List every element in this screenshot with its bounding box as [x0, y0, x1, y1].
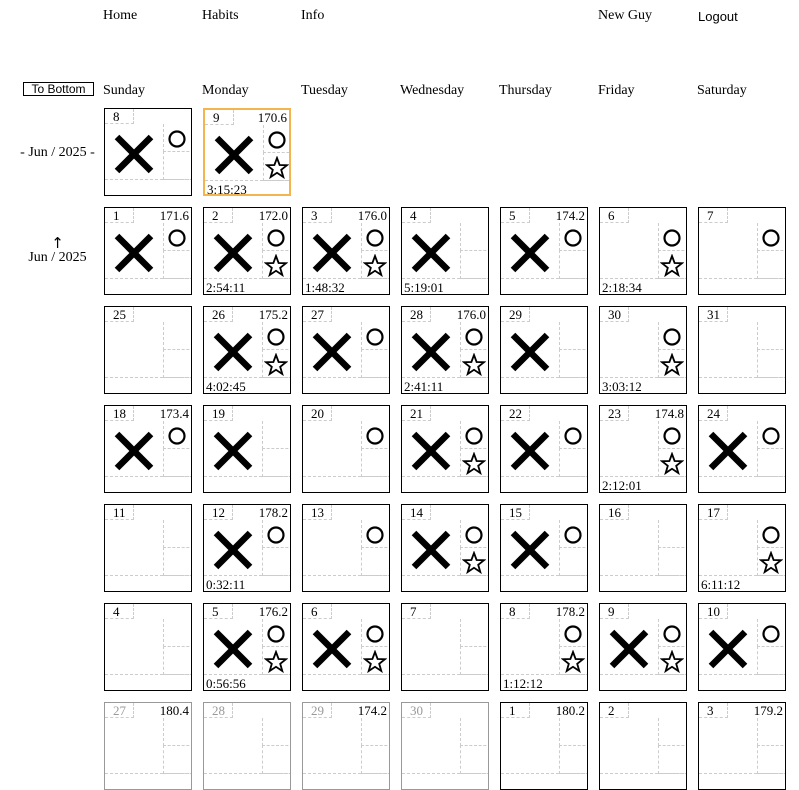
habit-slot[interactable] — [163, 619, 192, 647]
habit-slot[interactable] — [757, 322, 786, 350]
nav-home-link[interactable]: Home — [103, 8, 138, 23]
circle-icon[interactable] — [365, 624, 385, 644]
habit-slot[interactable] — [460, 718, 489, 746]
cell-divider — [600, 575, 687, 576]
habit-slot[interactable] — [559, 718, 588, 746]
cell-divider — [501, 773, 588, 774]
duration-value: 2:54:11 — [206, 280, 246, 295]
cell-divider — [699, 575, 786, 576]
day-number: 11 — [105, 505, 134, 520]
day-number: 16 — [600, 505, 629, 520]
habit-slot[interactable] — [658, 745, 687, 774]
circle-icon[interactable] — [761, 228, 781, 248]
day-number: 28 — [204, 703, 233, 718]
duration-value: 0:56:56 — [206, 676, 246, 691]
day-cell[interactable] — [599, 306, 687, 394]
habit-slot[interactable] — [559, 250, 588, 279]
day-cell[interactable] — [698, 504, 786, 592]
cell-divider — [303, 773, 390, 774]
weekday-friday: Friday — [598, 83, 635, 98]
day-number: 14 — [402, 505, 431, 520]
x-mark-icon[interactable] — [212, 430, 254, 472]
x-mark-icon[interactable] — [113, 232, 155, 274]
to-bottom-button[interactable]: To Bottom — [23, 82, 94, 96]
x-mark-icon[interactable] — [608, 628, 650, 670]
habit-slot[interactable] — [460, 646, 489, 675]
day-cell[interactable] — [203, 702, 291, 790]
circle-icon[interactable] — [365, 426, 385, 446]
day-cell[interactable] — [599, 702, 687, 790]
habit-slot[interactable] — [163, 349, 192, 378]
circle-icon[interactable] — [563, 228, 583, 248]
day-cell[interactable] — [500, 702, 588, 790]
cell-divider — [402, 575, 489, 576]
cell-divider — [205, 180, 291, 181]
day-number: 20 — [303, 406, 332, 421]
habit-slot[interactable] — [262, 745, 291, 774]
cell-divider — [303, 674, 390, 675]
cell-divider — [105, 575, 192, 576]
star-icon[interactable] — [363, 650, 387, 674]
cell-divider — [402, 773, 489, 774]
star-icon[interactable] — [264, 650, 288, 674]
x-mark-icon[interactable] — [311, 232, 353, 274]
weekday-tuesday: Tuesday — [301, 83, 348, 98]
circle-icon[interactable] — [266, 327, 286, 347]
day-number: 3 — [303, 208, 332, 223]
weekday-wednesday: Wednesday — [400, 83, 465, 98]
day-number: 8 — [105, 109, 134, 124]
day-number: 28 — [402, 307, 431, 322]
day-number: 19 — [204, 406, 233, 421]
x-mark-icon[interactable] — [212, 331, 254, 373]
circle-icon[interactable] — [563, 525, 583, 545]
cell-divider — [204, 278, 291, 279]
circle-icon[interactable] — [464, 525, 484, 545]
duration-value: 5:19:01 — [404, 280, 444, 295]
day-cell[interactable] — [599, 207, 687, 295]
day-cell[interactable] — [500, 306, 588, 394]
weight-value: 172.0 — [258, 208, 288, 223]
habit-slot[interactable] — [757, 448, 786, 477]
circle-icon[interactable] — [266, 228, 286, 248]
day-cell[interactable] — [302, 702, 390, 790]
weight-value: 178.2 — [258, 505, 288, 520]
cell-divider — [501, 674, 588, 675]
habit-slot[interactable] — [262, 718, 291, 746]
habit-slot[interactable] — [559, 547, 588, 576]
cell-divider — [501, 575, 588, 576]
circle-icon[interactable] — [761, 525, 781, 545]
day-cell[interactable] — [203, 405, 291, 493]
cell-divider — [600, 377, 687, 378]
habit-slot[interactable] — [163, 322, 192, 350]
x-mark-icon[interactable] — [707, 628, 749, 670]
day-number: 2 — [600, 703, 629, 718]
weight-value: 176.0 — [456, 307, 486, 322]
weight-value: 180.2 — [555, 703, 585, 718]
star-icon[interactable] — [561, 650, 585, 674]
x-mark-icon[interactable] — [212, 232, 254, 274]
day-cell[interactable] — [203, 306, 291, 394]
weight-value: 170.6 — [257, 110, 287, 125]
cell-divider — [105, 773, 192, 774]
weight-value: 179.2 — [753, 703, 783, 718]
cell-divider — [699, 278, 786, 279]
circle-icon[interactable] — [266, 624, 286, 644]
day-number: 4 — [402, 208, 431, 223]
x-mark-icon[interactable] — [113, 430, 155, 472]
day-cell[interactable] — [698, 603, 786, 691]
day-number: 22 — [501, 406, 530, 421]
weekday-thursday: Thursday — [499, 83, 552, 98]
day-number: 7 — [699, 208, 728, 223]
weekday-sunday: Sunday — [103, 83, 145, 98]
current-month-label: - Jun / 2025 - — [20, 145, 95, 160]
circle-icon[interactable] — [267, 130, 287, 150]
habit-slot[interactable] — [163, 718, 192, 746]
day-cell[interactable] — [104, 405, 192, 493]
day-cell[interactable] — [500, 405, 588, 493]
day-cell-today[interactable] — [203, 108, 291, 196]
duration-value: 6:11:12 — [701, 577, 741, 592]
nav-habits-link[interactable]: Habits — [202, 8, 239, 23]
day-number: 27 — [303, 307, 332, 322]
star-icon[interactable] — [660, 650, 684, 674]
habit-slot[interactable] — [559, 448, 588, 477]
habit-slot[interactable] — [559, 349, 588, 378]
cell-divider — [105, 674, 192, 675]
star-icon[interactable] — [462, 551, 486, 575]
habit-slot[interactable] — [163, 745, 192, 774]
day-cell[interactable] — [401, 207, 489, 295]
day-number: 30 — [600, 307, 629, 322]
habit-slot[interactable] — [163, 448, 192, 477]
day-cell[interactable] — [599, 504, 687, 592]
day-cell[interactable] — [302, 306, 390, 394]
habit-slot[interactable] — [361, 745, 390, 774]
cell-divider — [105, 476, 192, 477]
habit-slot[interactable] — [757, 250, 786, 279]
day-number: 13 — [303, 505, 332, 520]
habit-slot[interactable] — [361, 448, 390, 477]
x-mark-icon[interactable] — [410, 529, 452, 571]
circle-icon[interactable] — [365, 228, 385, 248]
circle-icon[interactable] — [365, 327, 385, 347]
circle-icon[interactable] — [464, 426, 484, 446]
day-number: 1 — [501, 703, 530, 718]
star-icon[interactable] — [264, 353, 288, 377]
cell-divider — [699, 773, 786, 774]
cell-divider — [600, 674, 687, 675]
habit-slot[interactable] — [757, 646, 786, 675]
day-number: 21 — [402, 406, 431, 421]
day-cell[interactable] — [500, 504, 588, 592]
duration-value: 1:12:12 — [503, 676, 543, 691]
star-icon[interactable] — [264, 254, 288, 278]
day-number: 4 — [105, 604, 134, 619]
habit-slot[interactable] — [361, 547, 390, 576]
day-number: 25 — [105, 307, 134, 322]
cell-divider — [105, 278, 192, 279]
habit-slot[interactable] — [262, 547, 291, 576]
day-number: 9 — [205, 110, 234, 125]
nav-logout-link[interactable]: Logout — [698, 9, 738, 24]
day-number: 15 — [501, 505, 530, 520]
day-cell[interactable] — [203, 504, 291, 592]
day-number: 18 — [105, 406, 134, 421]
x-mark-icon[interactable] — [410, 430, 452, 472]
duration-value: 4:02:45 — [206, 379, 246, 394]
day-cell[interactable] — [500, 603, 588, 691]
day-cell[interactable] — [104, 504, 192, 592]
day-cell[interactable] — [302, 405, 390, 493]
day-cell[interactable] — [104, 306, 192, 394]
cell-divider — [402, 476, 489, 477]
habit-slot[interactable] — [262, 448, 291, 477]
circle-icon[interactable] — [365, 525, 385, 545]
day-number: 5 — [204, 604, 233, 619]
day-number: 17 — [699, 505, 728, 520]
day-cell[interactable] — [203, 207, 291, 295]
weight-value: 178.2 — [555, 604, 585, 619]
cell-divider — [501, 278, 588, 279]
cell-divider — [204, 773, 291, 774]
x-mark-icon[interactable] — [509, 430, 551, 472]
x-mark-icon[interactable] — [311, 331, 353, 373]
habit-slot[interactable] — [163, 151, 192, 180]
day-number: 23 — [600, 406, 629, 421]
circle-icon[interactable] — [563, 426, 583, 446]
habit-slot[interactable] — [163, 520, 192, 548]
circle-icon[interactable] — [563, 624, 583, 644]
circle-icon[interactable] — [167, 129, 187, 149]
habit-slot[interactable] — [163, 646, 192, 675]
day-cell[interactable] — [302, 504, 390, 592]
cell-divider — [600, 278, 687, 279]
star-icon[interactable] — [660, 254, 684, 278]
day-number: 31 — [699, 307, 728, 322]
cell-divider — [303, 476, 390, 477]
day-number: 1 — [105, 208, 134, 223]
habit-slot[interactable] — [559, 745, 588, 774]
day-number: 12 — [204, 505, 233, 520]
cell-divider — [699, 476, 786, 477]
habit-slot[interactable] — [757, 349, 786, 378]
day-cell[interactable] — [401, 504, 489, 592]
habit-slot[interactable] — [658, 718, 687, 746]
day-cell[interactable] — [599, 603, 687, 691]
cell-divider — [303, 377, 390, 378]
x-mark-icon[interactable] — [212, 628, 254, 670]
weight-value: 171.6 — [159, 208, 189, 223]
x-mark-icon[interactable] — [311, 628, 353, 670]
x-mark-icon[interactable] — [213, 134, 255, 176]
day-number: 30 — [402, 703, 431, 718]
weight-value: 176.2 — [258, 604, 288, 619]
x-mark-icon[interactable] — [410, 232, 452, 274]
star-icon[interactable] — [462, 353, 486, 377]
habit-slot[interactable] — [460, 745, 489, 774]
weight-value: 180.4 — [159, 703, 189, 718]
day-cell[interactable] — [599, 405, 687, 493]
habit-slot[interactable] — [262, 421, 291, 449]
star-icon[interactable] — [660, 452, 684, 476]
cell-divider — [402, 377, 489, 378]
cell-divider — [600, 773, 687, 774]
weekday-saturday: Saturday — [697, 83, 747, 98]
day-cell[interactable] — [500, 207, 588, 295]
habit-slot[interactable] — [361, 718, 390, 746]
nav-info-link[interactable]: Info — [301, 8, 325, 23]
day-cell[interactable] — [401, 306, 489, 394]
day-number: 27 — [105, 703, 134, 718]
day-number: 6 — [303, 604, 332, 619]
nav-user-link[interactable]: New Guy — [598, 8, 653, 23]
habit-slot[interactable] — [757, 745, 786, 774]
weight-value: 176.0 — [357, 208, 387, 223]
cell-divider — [600, 476, 687, 477]
day-cell[interactable] — [302, 207, 390, 295]
cell-divider — [105, 377, 192, 378]
day-number: 3 — [699, 703, 728, 718]
cell-divider — [204, 377, 291, 378]
day-cell[interactable] — [104, 207, 192, 295]
circle-icon[interactable] — [662, 426, 682, 446]
habit-slot[interactable] — [163, 547, 192, 576]
up-arrow-icon: ↑ — [51, 234, 64, 252]
habit-slot[interactable] — [658, 520, 687, 548]
day-number: 26 — [204, 307, 233, 322]
day-cell[interactable] — [698, 306, 786, 394]
day-cell[interactable] — [698, 702, 786, 790]
day-cell[interactable] — [401, 603, 489, 691]
duration-value: 3:03:12 — [602, 379, 642, 394]
duration-value: 1:48:32 — [305, 280, 345, 295]
circle-icon[interactable] — [662, 327, 682, 347]
x-mark-icon[interactable] — [509, 232, 551, 274]
weekday-monday: Monday — [202, 83, 249, 98]
cell-divider — [204, 575, 291, 576]
cell-divider — [204, 674, 291, 675]
cell-divider — [501, 377, 588, 378]
circle-icon[interactable] — [662, 228, 682, 248]
x-mark-icon[interactable] — [707, 430, 749, 472]
duration-value: 2:41:11 — [404, 379, 444, 394]
cell-divider — [204, 476, 291, 477]
duration-value: 2:18:34 — [602, 280, 642, 295]
day-cell[interactable] — [104, 603, 192, 691]
x-mark-icon[interactable] — [509, 331, 551, 373]
weight-value: 174.2 — [357, 703, 387, 718]
habit-slot[interactable] — [757, 718, 786, 746]
star-icon[interactable] — [759, 551, 783, 575]
day-number: 6 — [600, 208, 629, 223]
cell-divider — [303, 575, 390, 576]
circle-icon[interactable] — [761, 426, 781, 446]
cell-divider — [699, 674, 786, 675]
circle-icon[interactable] — [761, 624, 781, 644]
duration-value: 3:15:23 — [207, 182, 247, 196]
day-number: 24 — [699, 406, 728, 421]
day-number: 29 — [501, 307, 530, 322]
weight-value: 173.4 — [159, 406, 189, 421]
habit-slot[interactable] — [658, 547, 687, 576]
cell-divider — [303, 278, 390, 279]
x-mark-icon[interactable] — [410, 331, 452, 373]
circle-icon[interactable] — [266, 525, 286, 545]
month-label[interactable] — [0, 236, 115, 266]
star-icon[interactable] — [462, 452, 486, 476]
habit-slot[interactable] — [163, 250, 192, 279]
cell-divider — [699, 377, 786, 378]
star-icon[interactable] — [363, 254, 387, 278]
x-mark-icon[interactable] — [113, 133, 155, 175]
day-number: 10 — [699, 604, 728, 619]
day-cell[interactable] — [401, 702, 489, 790]
cell-divider — [501, 476, 588, 477]
weight-value: 174.2 — [555, 208, 585, 223]
cell-divider — [402, 674, 489, 675]
x-mark-icon[interactable] — [212, 529, 254, 571]
star-icon[interactable] — [660, 353, 684, 377]
day-cell[interactable] — [401, 405, 489, 493]
cell-divider — [105, 179, 192, 180]
weight-value: 175.2 — [258, 307, 288, 322]
cell-divider — [402, 278, 489, 279]
day-number: 8 — [501, 604, 530, 619]
circle-icon[interactable] — [167, 426, 187, 446]
day-number: 9 — [600, 604, 629, 619]
star-icon[interactable] — [265, 156, 289, 180]
duration-value: 0:32:11 — [206, 577, 246, 592]
day-number: 2 — [204, 208, 233, 223]
day-number: 7 — [402, 604, 431, 619]
day-cell[interactable] — [203, 603, 291, 691]
habit-slot[interactable] — [559, 322, 588, 350]
duration-value: 2:12:01 — [602, 478, 642, 493]
circle-icon[interactable] — [662, 624, 682, 644]
day-cell[interactable] — [104, 108, 192, 196]
day-cell[interactable] — [104, 702, 192, 790]
month-label-text: Jun / 2025 — [28, 250, 87, 265]
habit-slot[interactable] — [361, 349, 390, 378]
day-number: 5 — [501, 208, 530, 223]
habit-slot[interactable] — [460, 223, 489, 251]
circle-icon[interactable] — [167, 228, 187, 248]
habit-slot[interactable] — [460, 619, 489, 647]
x-mark-icon[interactable] — [509, 529, 551, 571]
day-cell[interactable] — [302, 603, 390, 691]
day-cell[interactable] — [698, 405, 786, 493]
weight-value: 174.8 — [654, 406, 684, 421]
circle-icon[interactable] — [464, 327, 484, 347]
habit-slot[interactable] — [460, 250, 489, 279]
day-cell[interactable] — [698, 207, 786, 295]
day-number: 29 — [303, 703, 332, 718]
